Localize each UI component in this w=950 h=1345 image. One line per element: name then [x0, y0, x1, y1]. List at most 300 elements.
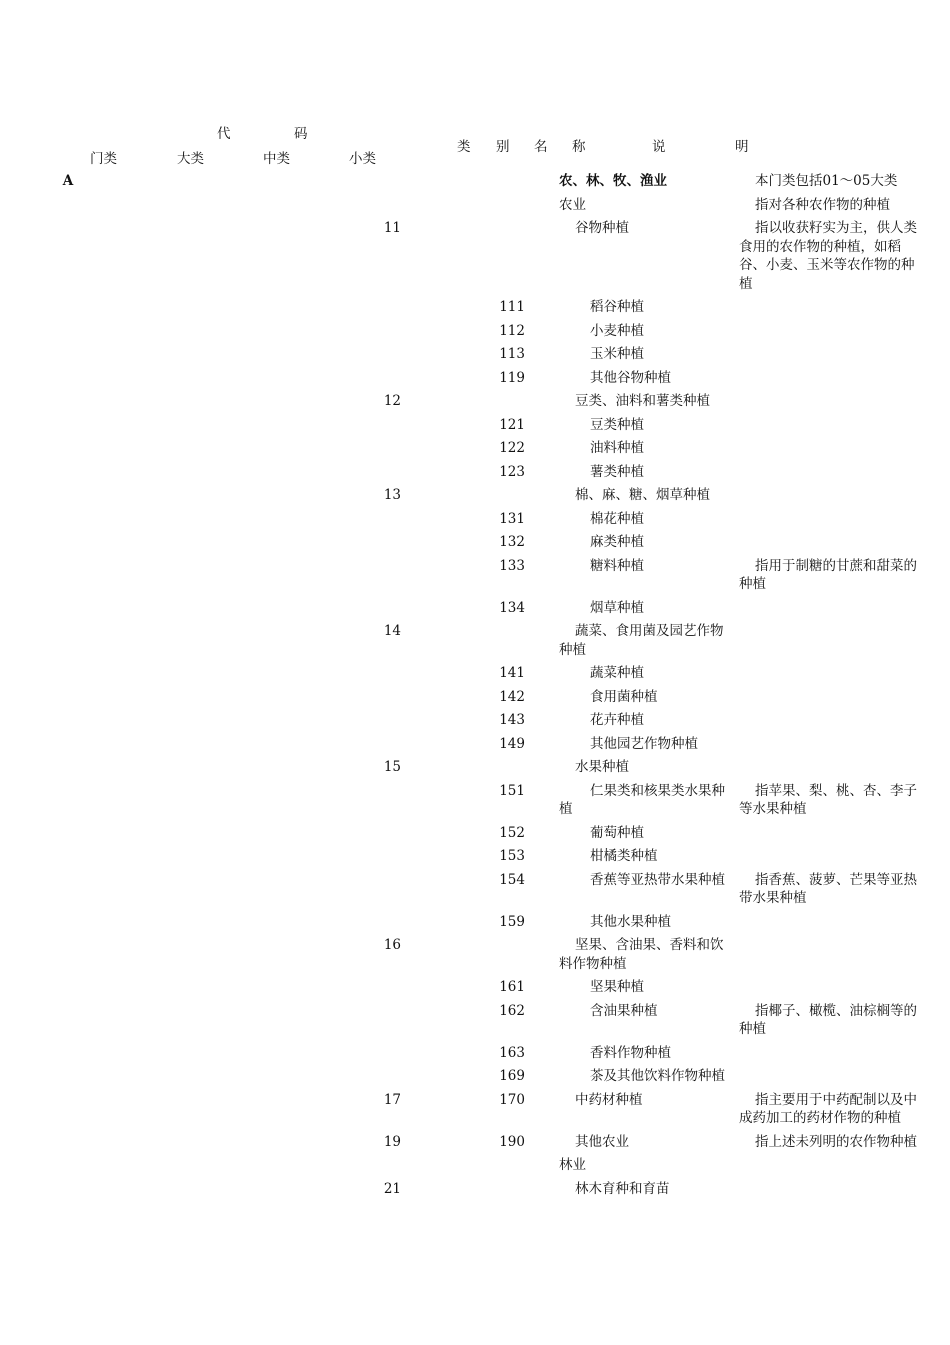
door-code	[0, 908, 136, 932]
major-code	[136, 481, 311, 505]
column-spacer	[731, 1039, 739, 1063]
mid-code	[311, 908, 401, 932]
table-row	[0, 1151, 919, 1175]
description: 指苹果、梨、桃、杏、李子等水果种植	[739, 782, 917, 817]
column-spacer	[731, 293, 739, 317]
major-code	[136, 293, 311, 317]
table-row	[0, 866, 919, 908]
major-code	[136, 997, 311, 1039]
column-spacer	[401, 481, 435, 505]
header-code-left: 代	[217, 126, 231, 142]
column-spacer	[401, 505, 435, 529]
category-name: 其他水果种植	[590, 913, 671, 930]
category-name: 香料作物种植	[590, 1044, 671, 1061]
minor-code	[435, 753, 525, 777]
description	[739, 730, 919, 754]
major-code	[136, 730, 311, 754]
major-code	[136, 1086, 311, 1128]
door-code	[0, 659, 136, 683]
major-code	[136, 842, 311, 866]
column-spacer	[401, 1151, 435, 1175]
minor-code: 190	[499, 1133, 525, 1150]
column-spacer	[401, 1086, 435, 1128]
category-name: 玉米种植	[590, 346, 644, 362]
category-name: 油料种植	[590, 440, 644, 456]
minor-code: 132	[499, 534, 525, 550]
mid-code	[311, 997, 401, 1039]
column-spacer	[401, 973, 435, 997]
door-code	[0, 973, 136, 997]
header-door: 门类	[90, 151, 117, 167]
header-name-char-4: 称	[572, 139, 586, 155]
header-mid: 中类	[263, 151, 290, 167]
minor-code: 113	[499, 346, 525, 362]
minor-code: 112	[499, 322, 525, 339]
column-spacer	[401, 434, 435, 458]
door-code	[0, 528, 136, 552]
column-spacer	[731, 753, 739, 777]
major-code	[136, 317, 311, 341]
minor-code: 162	[499, 1002, 525, 1019]
description: 指以收获籽实为主，供人类食用的农作物的种植，如稻谷、小麦、玉米等农作物的种植	[739, 220, 917, 292]
door-code	[0, 819, 136, 843]
minor-code: 134	[499, 599, 525, 616]
mid-code	[311, 167, 401, 191]
column-spacer	[525, 1175, 559, 1199]
header-major: 大类	[177, 151, 204, 167]
door-code	[0, 1039, 136, 1063]
door-code	[0, 387, 136, 411]
mid-code	[311, 683, 401, 707]
header-code-right: 码	[294, 126, 308, 142]
table-row	[0, 167, 919, 191]
description	[739, 505, 919, 529]
column-spacer	[401, 528, 435, 552]
column-spacer	[401, 411, 435, 435]
column-spacer	[525, 317, 559, 341]
category-name: 蔬菜种植	[590, 665, 644, 681]
column-spacer	[525, 866, 559, 908]
classification-rows	[0, 167, 919, 1198]
table-row	[0, 528, 919, 552]
description	[739, 753, 919, 777]
mid-code: 21	[383, 1180, 401, 1197]
major-code	[136, 683, 311, 707]
column-spacer	[731, 552, 739, 594]
column-spacer	[525, 683, 559, 707]
major-code	[136, 973, 311, 997]
header-name-char-3: 名	[534, 139, 548, 155]
minor-code	[435, 1175, 525, 1199]
description	[739, 1175, 919, 1199]
column-spacer	[525, 1039, 559, 1063]
minor-code: 149	[499, 735, 525, 752]
door-code	[0, 1086, 136, 1128]
door-code	[0, 866, 136, 908]
door-code	[0, 364, 136, 388]
column-spacer	[731, 706, 739, 730]
major-code	[136, 528, 311, 552]
minor-code: 133	[499, 557, 525, 574]
door-code	[0, 505, 136, 529]
column-spacer	[731, 683, 739, 707]
description	[739, 659, 919, 683]
minor-code: 161	[499, 979, 525, 995]
major-code	[136, 214, 311, 293]
column-spacer	[525, 481, 559, 505]
column-spacer	[525, 753, 559, 777]
column-spacer	[731, 411, 739, 435]
category-name: 柑橘类种植	[590, 848, 658, 864]
door-code	[0, 411, 136, 435]
table-row	[0, 659, 919, 683]
major-code	[136, 706, 311, 730]
description	[739, 1039, 919, 1063]
column-spacer	[525, 411, 559, 435]
mid-code	[311, 973, 401, 997]
column-spacer	[525, 1128, 559, 1152]
header-name-char-2: 别	[496, 139, 510, 155]
classification-table	[0, 167, 919, 1198]
column-spacer	[525, 617, 559, 659]
column-spacer	[525, 340, 559, 364]
mid-code	[311, 1039, 401, 1063]
category-name: 棉花种植	[590, 510, 644, 527]
column-spacer	[731, 458, 739, 482]
category-name: 糖料种植	[590, 557, 644, 574]
door-code	[0, 842, 136, 866]
major-code	[136, 364, 311, 388]
major-code	[136, 753, 311, 777]
column-spacer	[731, 594, 739, 618]
mid-code	[311, 706, 401, 730]
column-spacer	[401, 931, 435, 973]
column-spacer	[401, 659, 435, 683]
description: 指香蕉、菠萝、芒果等亚热带水果种植	[739, 871, 917, 906]
minor-code: 111	[499, 299, 525, 315]
description	[739, 594, 919, 618]
column-spacer	[525, 706, 559, 730]
mid-code: 16	[383, 937, 401, 953]
category-name: 坚果种植	[590, 979, 644, 995]
column-spacer	[525, 458, 559, 482]
column-spacer	[731, 908, 739, 932]
column-spacer	[731, 819, 739, 843]
major-code	[136, 659, 311, 683]
column-spacer	[401, 1062, 435, 1086]
door-code	[0, 777, 136, 819]
door-code	[0, 617, 136, 659]
column-spacer	[401, 387, 435, 411]
category-name: 含油果种植	[590, 1002, 658, 1019]
column-spacer	[731, 1062, 739, 1086]
minor-code: 151	[499, 782, 525, 799]
header-name-char-1: 类	[457, 139, 471, 155]
column-spacer	[525, 997, 559, 1039]
description	[739, 842, 919, 866]
table-row	[0, 997, 919, 1039]
column-spacer	[731, 777, 739, 819]
door-code	[0, 434, 136, 458]
category-name: 薯类种植	[590, 463, 644, 480]
major-code	[136, 340, 311, 364]
minor-code: 119	[499, 369, 525, 386]
column-spacer	[525, 167, 559, 191]
column-spacer	[731, 730, 739, 754]
table-row	[0, 458, 919, 482]
category-name: 林木育种和育苗	[575, 1180, 670, 1197]
category-name: 葡萄种植	[590, 824, 644, 841]
header-minor: 小类	[349, 151, 376, 167]
category-name: 茶及其他饮料作物种植	[590, 1068, 725, 1084]
door-code	[0, 481, 136, 505]
mid-code: 11	[383, 220, 401, 236]
door-code	[0, 340, 136, 364]
column-spacer	[525, 387, 559, 411]
mid-code: 15	[383, 759, 401, 775]
major-code	[136, 617, 311, 659]
door-code	[0, 293, 136, 317]
table-row	[0, 706, 919, 730]
major-code	[136, 1039, 311, 1063]
mid-code: 14	[383, 623, 401, 639]
table-row	[0, 434, 919, 458]
column-spacer	[401, 594, 435, 618]
column-spacer	[401, 552, 435, 594]
column-spacer	[731, 659, 739, 683]
minor-code	[435, 191, 525, 215]
category-name: 小麦种植	[590, 322, 644, 339]
table-row	[0, 1086, 919, 1128]
description	[739, 411, 919, 435]
major-code	[136, 777, 311, 819]
description	[739, 293, 919, 317]
column-spacer	[525, 730, 559, 754]
category-name: 其他农业	[575, 1133, 629, 1150]
door-code	[0, 191, 136, 215]
minor-code: 121	[499, 416, 525, 433]
door-code	[0, 1128, 136, 1152]
mid-code	[311, 317, 401, 341]
column-spacer	[401, 683, 435, 707]
mid-code	[311, 528, 401, 552]
column-spacer	[731, 997, 739, 1039]
column-spacer	[401, 730, 435, 754]
door-code	[0, 214, 136, 293]
table-row	[0, 1128, 919, 1152]
column-spacer	[401, 617, 435, 659]
minor-code	[435, 481, 525, 505]
mid-code	[311, 842, 401, 866]
description	[739, 481, 919, 505]
column-spacer	[731, 866, 739, 908]
column-spacer	[401, 1175, 435, 1199]
column-spacer	[401, 340, 435, 364]
column-spacer	[401, 1039, 435, 1063]
column-spacer	[401, 842, 435, 866]
column-spacer	[525, 777, 559, 819]
mid-code	[311, 505, 401, 529]
minor-code: 122	[499, 440, 525, 456]
mid-code	[311, 458, 401, 482]
major-code	[136, 866, 311, 908]
table-row	[0, 293, 919, 317]
mid-code	[311, 866, 401, 908]
minor-code: 141	[499, 665, 525, 681]
major-code	[136, 908, 311, 932]
minor-code: 159	[499, 913, 525, 930]
description	[739, 683, 919, 707]
major-code	[136, 505, 311, 529]
column-spacer	[731, 842, 739, 866]
table-row	[0, 931, 919, 973]
column-spacer	[731, 1128, 739, 1152]
column-spacer	[525, 819, 559, 843]
column-spacer	[731, 340, 739, 364]
mid-code: 19	[383, 1133, 401, 1150]
table-row	[0, 730, 919, 754]
column-spacer	[731, 1086, 739, 1128]
category-name: 豆类、油料和薯类种植	[575, 393, 710, 409]
minor-code	[435, 387, 525, 411]
major-code	[136, 458, 311, 482]
column-spacer	[731, 481, 739, 505]
category-name: 其他谷物种植	[590, 369, 671, 386]
description	[739, 617, 919, 659]
column-spacer	[731, 505, 739, 529]
table-row	[0, 411, 919, 435]
category-name: 水果种植	[575, 759, 629, 775]
header-desc-char-2: 明	[735, 139, 749, 155]
major-code	[136, 1128, 311, 1152]
mid-code	[311, 819, 401, 843]
column-spacer	[525, 594, 559, 618]
major-code	[136, 191, 311, 215]
minor-code: 154	[499, 871, 525, 888]
category-name: 中药材种植	[575, 1091, 643, 1108]
column-spacer	[731, 191, 739, 215]
category-name: 花卉种植	[590, 712, 644, 728]
mid-code	[311, 1062, 401, 1086]
mid-code	[311, 552, 401, 594]
door-code	[0, 1175, 136, 1199]
column-spacer	[401, 819, 435, 843]
description	[739, 1151, 919, 1175]
column-spacer	[731, 931, 739, 973]
category-name: 仁果类和核果类水果种植	[559, 782, 725, 817]
category-name: 烟草种植	[590, 599, 644, 616]
major-code	[136, 594, 311, 618]
table-row	[0, 364, 919, 388]
mid-code	[311, 594, 401, 618]
table-row	[0, 505, 919, 529]
column-spacer	[525, 191, 559, 215]
mid-code	[311, 730, 401, 754]
door-code: A	[62, 173, 74, 189]
column-spacer	[731, 317, 739, 341]
major-code	[136, 434, 311, 458]
column-spacer	[525, 1062, 559, 1086]
description	[739, 340, 919, 364]
column-spacer	[525, 931, 559, 973]
column-spacer	[401, 364, 435, 388]
door-code	[0, 1062, 136, 1086]
table-row	[0, 683, 919, 707]
major-code	[136, 387, 311, 411]
minor-code: 152	[499, 824, 525, 841]
major-code	[136, 819, 311, 843]
column-spacer	[731, 167, 739, 191]
table-row	[0, 908, 919, 932]
door-code	[0, 594, 136, 618]
column-spacer	[401, 458, 435, 482]
mid-code	[311, 191, 401, 215]
table-row	[0, 1039, 919, 1063]
column-spacer	[401, 706, 435, 730]
table-row	[0, 214, 919, 293]
table-row	[0, 1062, 919, 1086]
door-code	[0, 753, 136, 777]
category-name: 棉、麻、糖、烟草种植	[575, 487, 710, 503]
mid-code: 13	[383, 487, 401, 503]
category-name: 豆类种植	[590, 416, 644, 433]
table-row	[0, 1175, 919, 1199]
minor-code: 131	[499, 510, 525, 527]
description: 指上述未列明的农作物种植	[755, 1133, 917, 1150]
description	[739, 458, 919, 482]
table-row	[0, 191, 919, 215]
category-name: 林业	[559, 1157, 586, 1173]
column-spacer	[525, 1086, 559, 1128]
mid-code: 17	[383, 1091, 401, 1108]
table-row	[0, 842, 919, 866]
column-spacer	[525, 973, 559, 997]
column-spacer	[525, 659, 559, 683]
description: 指用于制糖的甘蔗和甜菜的种植	[739, 557, 917, 592]
column-spacer	[401, 167, 435, 191]
major-code	[136, 931, 311, 973]
column-spacer	[731, 387, 739, 411]
column-spacer	[401, 191, 435, 215]
major-code	[136, 1175, 311, 1199]
description: 指主要用于中药配制以及中成药加工的药材作物的种植	[739, 1091, 917, 1126]
description	[739, 1062, 919, 1086]
description	[739, 973, 919, 997]
column-spacer	[401, 908, 435, 932]
column-spacer	[525, 434, 559, 458]
column-spacer	[401, 777, 435, 819]
minor-code: 143	[499, 712, 525, 728]
door-code	[0, 730, 136, 754]
minor-code: 169	[499, 1068, 525, 1084]
category-name: 麻类种植	[590, 534, 644, 550]
column-spacer	[525, 293, 559, 317]
minor-code: 163	[499, 1044, 525, 1061]
door-code	[0, 706, 136, 730]
door-code	[0, 317, 136, 341]
column-spacer	[525, 908, 559, 932]
column-spacer	[401, 317, 435, 341]
description	[739, 434, 919, 458]
column-spacer	[731, 364, 739, 388]
minor-code	[435, 1151, 525, 1175]
minor-code	[435, 931, 525, 973]
door-code	[0, 458, 136, 482]
table-row	[0, 617, 919, 659]
door-code	[0, 997, 136, 1039]
major-code	[136, 411, 311, 435]
category-name: 谷物种植	[575, 220, 629, 236]
